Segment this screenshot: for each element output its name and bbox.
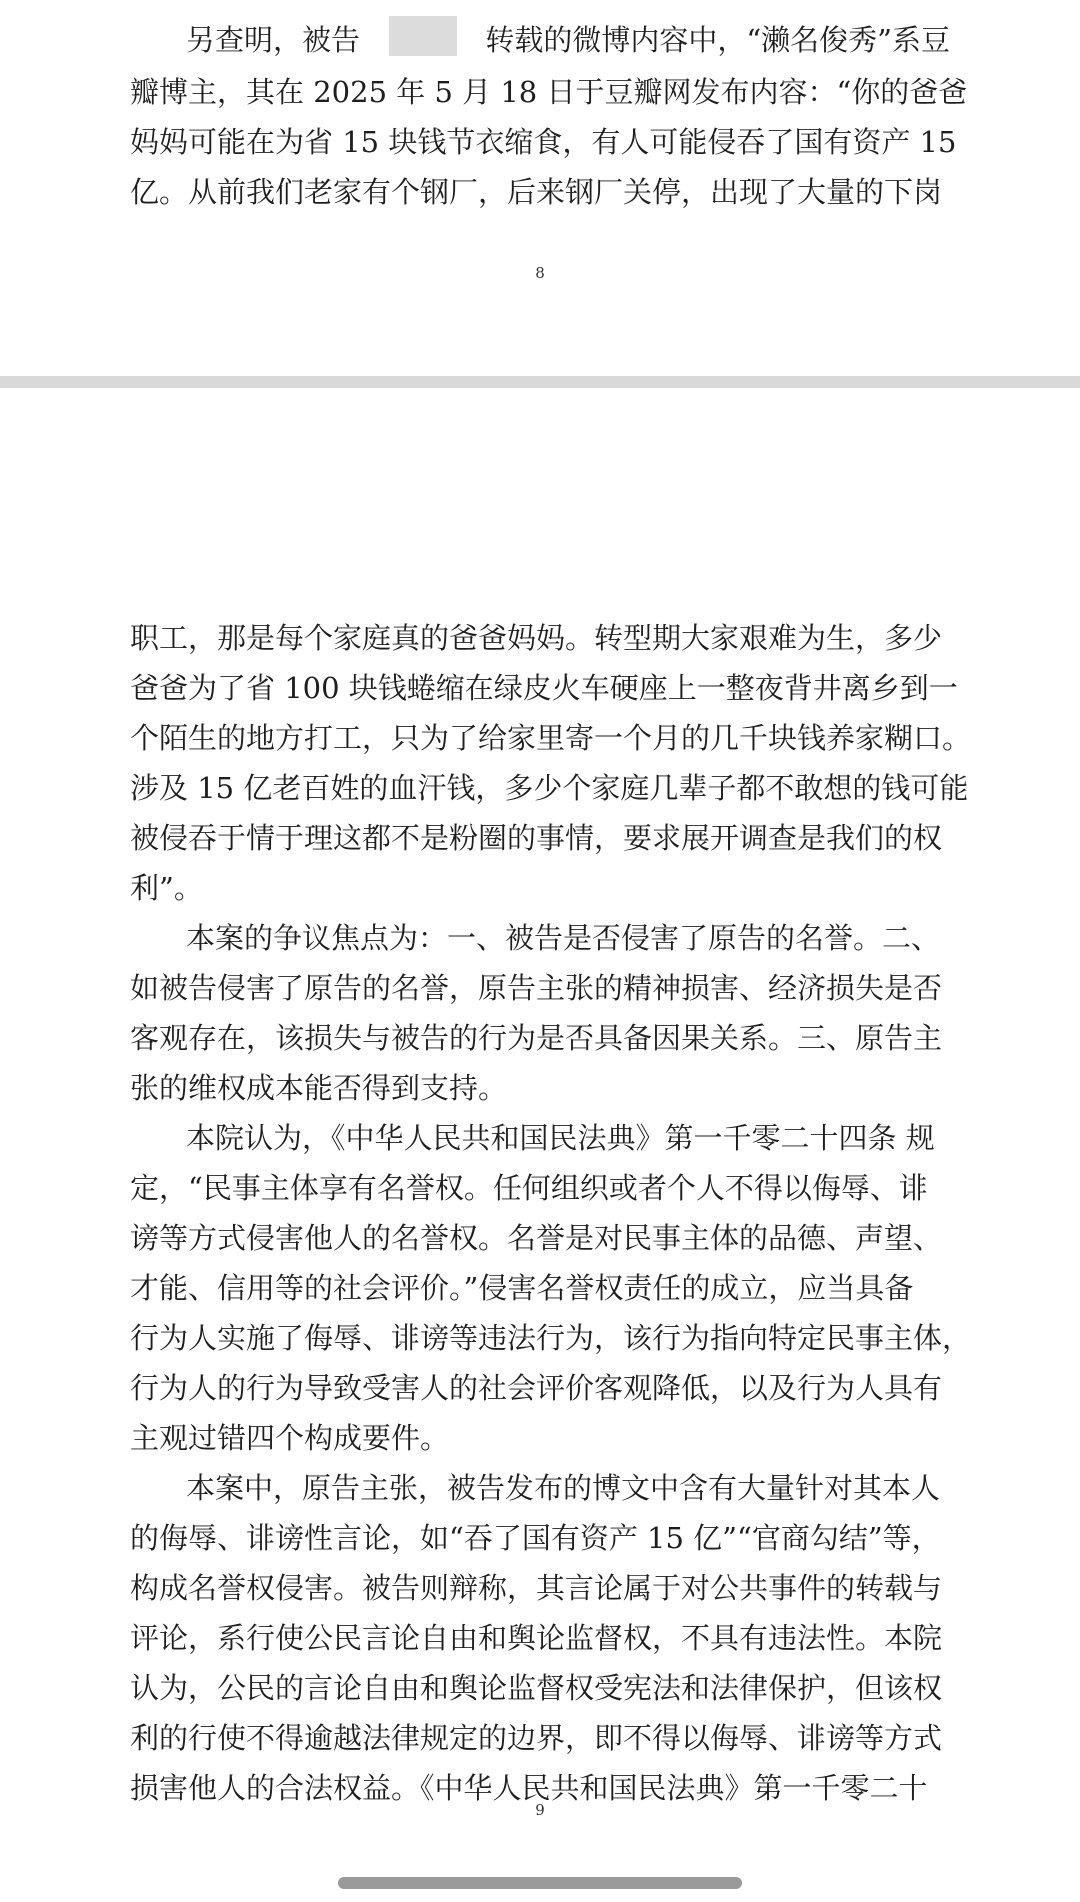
text-line: 爸爸为了省 100 块钱蜷缩在绿皮火车硬座上一整夜背井离乡到一 xyxy=(130,671,958,705)
text-line: 瓣博主，其在 2025 年 5 月 18 日于豆瓣网发布内容：“你的爸爸 xyxy=(130,75,968,109)
text-line: 行为人实施了侮辱、诽谤等违法行为，该行为指向特定民事主体， xyxy=(130,1321,972,1355)
text-line-start: 另查明，被告 xyxy=(186,23,361,57)
text-line: 构成名誉权侵害。被告则辩称，其言论属于对公共事件的转载与 xyxy=(130,1571,943,1605)
text-line: 涉及 15 亿老百姓的血汗钱，多少个家庭几辈子都不敢想的钱可能 xyxy=(130,771,969,805)
text-line: 本案中，原告主张，被告发布的博文中含有大量针对其本人 xyxy=(186,1471,941,1505)
text-line: 谤等方式侵害他人的名誉权。名誉是对民事主体的品德、声望、 xyxy=(130,1221,943,1255)
text-line xyxy=(186,16,950,64)
redaction-box xyxy=(389,16,457,56)
text-line: 主观过错四个构成要件。 xyxy=(130,1421,450,1455)
text-line: 本院认为，《中华人民共和国民法典》第一千零二十四条 规 xyxy=(186,1121,935,1155)
text-line: 妈妈可能在为省 15 块钱节衣缩食，有人可能侵吞了国有资产 15 xyxy=(130,125,957,159)
text-line: 被侵吞于情于理这都不是粉圈的事情，要求展开调查是我们的权 xyxy=(130,821,943,855)
page-separator xyxy=(0,376,1080,388)
text-line: 认为，公民的言论自由和舆论监督权受宪法和法律保护，但该权 xyxy=(130,1671,943,1705)
text-line: 定，“民事主体享有名誉权。任何组织或者个人不得以侮辱、诽 xyxy=(130,1171,928,1205)
home-indicator[interactable] xyxy=(338,1877,742,1889)
text-line: 评论，系行使公民言论自由和舆论监督权，不具有违法性。本院 xyxy=(130,1621,943,1655)
text-line: 职工，那是每个家庭真的爸爸妈妈。转型期大家艰难为生，多少 xyxy=(130,621,943,655)
text-line: 如被告侵害了原告的名誉，原告主张的精神损害、经济损失是否 xyxy=(130,971,943,1005)
text-line-end: 转载的微博内容中，“濑名俊秀”系豆 xyxy=(485,23,950,57)
text-line: 才能、信用等的社会评价。”侵害名誉权责任的成立，应当具备 xyxy=(130,1271,914,1305)
page-number: 9 xyxy=(535,1801,545,1819)
text-line: 个陌生的地方打工，只为了给家里寄一个月的几千块钱养家糊口。 xyxy=(130,721,972,755)
document-page-8 xyxy=(0,0,1080,376)
text-line: 行为人的行为导致受害人的社会评价客观降低，以及行为人具有 xyxy=(130,1371,943,1405)
text-line: 损害他人的合法权益。《中华人民共和国民法典》第一千零二十 xyxy=(130,1771,928,1805)
text-line: 客观存在，该损失与被告的行为是否具备因果关系。三、原告主 xyxy=(130,1021,943,1055)
text-line: 利”。 xyxy=(130,871,203,905)
page-number: 8 xyxy=(535,264,545,282)
text-line: 张的维权成本能否得到支持。 xyxy=(130,1071,508,1105)
text-line: 本案的争议焦点为：一、被告是否侵害了原告的名誉。二、 xyxy=(186,921,941,955)
text-line: 利的行使不得逾越法律规定的边界，即不得以侮辱、诽谤等方式 xyxy=(130,1721,943,1755)
text-line: 亿。从前我们老家有个钢厂，后来钢厂关停，出现了大量的下岗 xyxy=(130,175,943,209)
text-line: 的侮辱、诽谤性言论，如“吞了国有资产 15 亿”“官商勾结”等， xyxy=(130,1521,941,1555)
document-page-9 xyxy=(0,388,1080,1902)
